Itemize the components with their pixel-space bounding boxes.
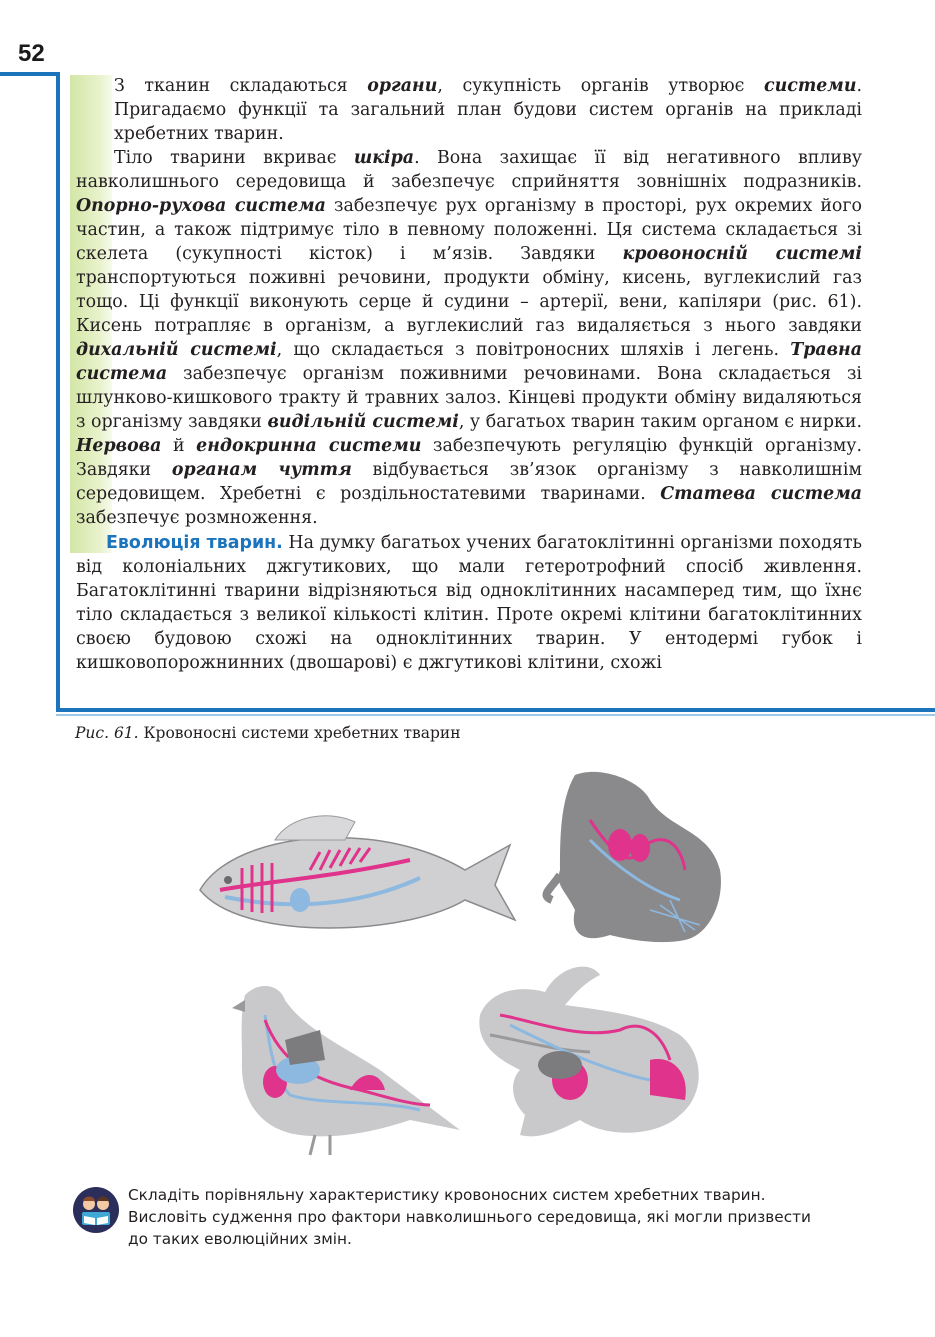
text-run: забезпечує рух організму в просторі, рух окремих його частин, а також підтримує тіло в певному положенні. Ця система складається зі скелета (сукупності кісток) і м’язів. Завдяки — [76, 196, 862, 264]
text-run: . Вона захищає її від негативного впливу навколишнього середовища й забезпечує сприйняття зовнішніх подразників. — [76, 148, 862, 192]
circulatory-systems-figure — [180, 760, 760, 1160]
key-term: органи — [367, 76, 438, 96]
body-text — [76, 74, 862, 675]
text-run: , у багатьох тварин таким органом є нирки. — [458, 412, 862, 432]
paragraph-organs — [76, 74, 862, 146]
page-number: 52 — [18, 40, 45, 67]
figure-caption-text: Кровоносні системи хребетних тварин — [138, 724, 461, 742]
bird-illustration — [232, 986, 460, 1155]
text-run: забезпечує організм поживними речовинами. Вона складається зі шлунково-кишкового тракту й травних залоз. Кінцеві продукти обміну видаляються з організму завдяки — [76, 364, 862, 432]
key-term: шкіра — [353, 148, 415, 168]
frame-bottom-rule-light — [56, 714, 935, 716]
text-run: забезпечує розмноження. — [76, 508, 318, 528]
task-text — [128, 1184, 888, 1250]
figure-caption — [75, 724, 461, 742]
frame-top-rule — [0, 72, 60, 76]
key-term: Статева система — [660, 484, 863, 504]
key-term: Опорно-рухова система — [76, 196, 326, 216]
fish-illustration — [200, 816, 515, 928]
text-run: . Пригадаємо функції та загальний план будови систем органів на прикладі хребетних тварин. — [114, 76, 862, 144]
text-run: й — [161, 436, 197, 456]
section-heading: Еволюція тварин. — [106, 533, 283, 553]
task-line: Висловіть судження про фактори навколишнього середовища, які могли призвести — [128, 1208, 811, 1226]
text-run: відбувається зв’язок організму з навколишнім середовищем. Хребетні є роздільностатевими тваринами. — [76, 460, 862, 504]
section-text: На думку багатьох учених багатоклітинні організми походять від колоніальних джгутикових, що мали гетеротрофний спосіб живлення. Багатоклітинні тварини відрізняються від одноклітинних насамперед тим, що їхнє тіло складається з великої кількості клітин. Проте окремі клітини багатоклітинних своєю будовою схожі на одноклітинних тварин. У ентодермі губок і кишковопорожнинних (двошарові) є джгутикові клітини, схожі — [76, 533, 863, 673]
key-term: ендокринна системи — [196, 436, 422, 456]
key-term: кровоносній системі — [622, 244, 862, 264]
rabbit-illustration — [479, 967, 698, 1137]
text-run: забезпечують регуляцію функцій організму. Завдяки — [76, 436, 862, 480]
text-run: , що складається з повітроносних шляхів і легень. — [276, 340, 791, 360]
key-term: органам чуття — [171, 460, 352, 480]
students-reading-icon — [73, 1187, 119, 1233]
frame-bottom-rule — [56, 708, 935, 712]
text-run: , сукупність органів утворює — [437, 76, 764, 96]
paragraph-evolution — [76, 531, 862, 675]
figure-label: Рис. 61. — [75, 724, 139, 742]
task-line: до таких еволюційних змін. — [128, 1230, 352, 1248]
text-run: Тіло тварини вкриває — [114, 148, 354, 168]
frame-left-rule — [56, 72, 60, 712]
key-term: Нервова — [76, 436, 162, 456]
key-term: Травна система — [76, 340, 863, 384]
key-term: дихальній системі — [76, 340, 277, 360]
key-term: системи — [764, 76, 857, 96]
key-term: видільній системі — [267, 412, 459, 432]
frog-illustration — [547, 772, 721, 942]
task-line: Складіть порівняльну характеристику кровоносних систем хребетних тварин. — [128, 1186, 766, 1204]
text-run: транспортуються поживні речовини, продукти обміну, кисень, вуглекислий газ тощо. Ці функції виконують серце й судини – артерії, вени, капіляри (рис. 61). Кисень потрапляє в організм, а вуглекислий газ видаляється з нього завдяки — [76, 268, 862, 336]
text-run: З тканин складаються — [114, 76, 368, 96]
paragraph-systems — [76, 146, 862, 530]
